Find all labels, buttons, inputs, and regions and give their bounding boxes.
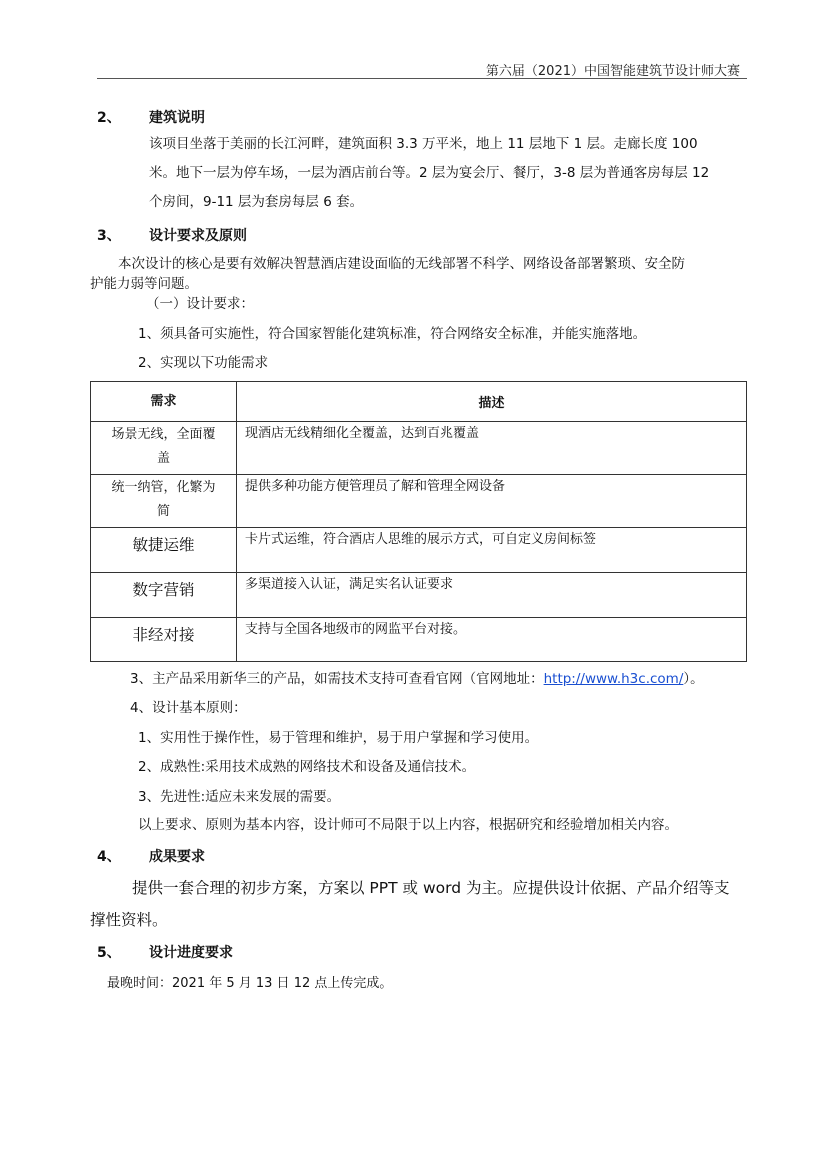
section-4-title: 成果要求 — [149, 849, 205, 865]
need-line: 盖 — [156, 451, 170, 466]
requirement-3-text: 3、主产品采用新华三的产品，如需技术支持可查看官网（官网地址： — [130, 671, 544, 687]
section-4-line-1: 提供一套合理的初步方案，方案以 PPT 或 word 为主。应提供设计依据、产品介绍等支 — [132, 879, 730, 897]
section-3-intro-line-1: 本次设计的核心是要有效解决智慧酒店建设面临的无线部署不科学、网络设备部署繁琐、安全防 — [118, 256, 685, 272]
section-3-intro-line-2: 护能力弱等问题。 — [90, 276, 198, 292]
table-cell-need — [91, 422, 237, 475]
table-cell-description: 现酒店无线精细化全覆盖，达到百兆覆盖 — [237, 422, 747, 475]
section-2-line-1: 该项目坐落于美丽的长江河畔，建筑面积 3.3 万平米，地上 11 层地下 1 层。走廊长度 100 — [149, 136, 698, 152]
table-row — [91, 618, 747, 662]
table-cell-need — [91, 475, 237, 528]
table-cell-need: 非经对接 — [91, 618, 237, 662]
need-line: 简 — [156, 504, 170, 519]
table-cell-need: 数字营销 — [91, 573, 237, 618]
function-requirements-table — [90, 381, 747, 662]
requirement-3-suffix: ）。 — [683, 671, 704, 687]
header-divider — [97, 78, 747, 79]
requirement-2: 2、实现以下功能需求 — [138, 355, 269, 371]
section-2-line-3: 个房间，9-11 层为套房每层 6 套。 — [149, 194, 364, 210]
table-row — [91, 573, 747, 618]
requirements-note: 以上要求、原则为基本内容，设计师可不局限于以上内容，根据研究和经验增加相关内容。 — [138, 817, 678, 833]
table-cell-description: 多渠道接入认证，满足实名认证要求 — [237, 573, 747, 618]
table-header-description: 描述 — [237, 382, 747, 422]
table-cell-need: 敏捷运维 — [91, 528, 237, 573]
section-5-number: 5、 — [97, 945, 121, 961]
section-5-title: 设计进度要求 — [149, 945, 233, 961]
requirement-3 — [130, 665, 704, 693]
need-line: 统一纳管，化繁为 — [111, 480, 216, 495]
table-cell-description: 提供多种功能方便管理员了解和管理全网设备 — [237, 475, 747, 528]
table-header-need: 需求 — [91, 382, 237, 422]
section-3-title: 设计要求及原则 — [149, 228, 247, 244]
table-row — [91, 528, 747, 573]
section-2-title: 建筑说明 — [149, 110, 205, 126]
page-header-title: 第六届（2021）中国智能建筑节设计师大赛 — [485, 64, 740, 79]
section-2-number: 2、 — [97, 110, 121, 126]
requirement-1: 1、须具备可实施性，符合国家智能化建筑标准，符合网络安全标准，并能实施落地。 — [138, 326, 647, 342]
section-4-number: 4、 — [97, 849, 121, 865]
section-4-line-2: 撑性资料。 — [90, 911, 168, 929]
principle-1: 1、实用性于操作性，易于管理和维护，易于用户掌握和学习使用。 — [138, 730, 539, 746]
table-cell-description: 支持与全国各地级市的网监平台对接。 — [237, 618, 747, 662]
principle-2: 2、成熟性:采用技术成熟的网络技术和设备及通信技术。 — [138, 759, 476, 775]
table-row — [91, 475, 747, 528]
h3c-website-link[interactable]: http://www.h3c.com/ — [543, 671, 684, 687]
table-row — [91, 422, 747, 475]
section-2-line-2: 米。地下一层为停车场，一层为酒店前台等。2 层为宴会厅、餐厅，3-8 层为普通客房每层 12 — [149, 165, 710, 181]
section-3-number: 3、 — [97, 228, 121, 244]
requirement-4: 4、设计基本原则： — [130, 700, 247, 716]
table-cell-description: 卡片式运维，符合酒店人思维的展示方式，可自定义房间标签 — [237, 528, 747, 573]
principle-3: 3、先进性:适应未来发展的需要。 — [138, 789, 341, 805]
deadline-text: 最晚时间：2021 年 5 月 13 日 12 点上传完成。 — [107, 976, 393, 991]
need-line: 场景无线，全面覆 — [111, 427, 216, 442]
design-requirements-heading: （一）设计要求： — [146, 296, 254, 312]
